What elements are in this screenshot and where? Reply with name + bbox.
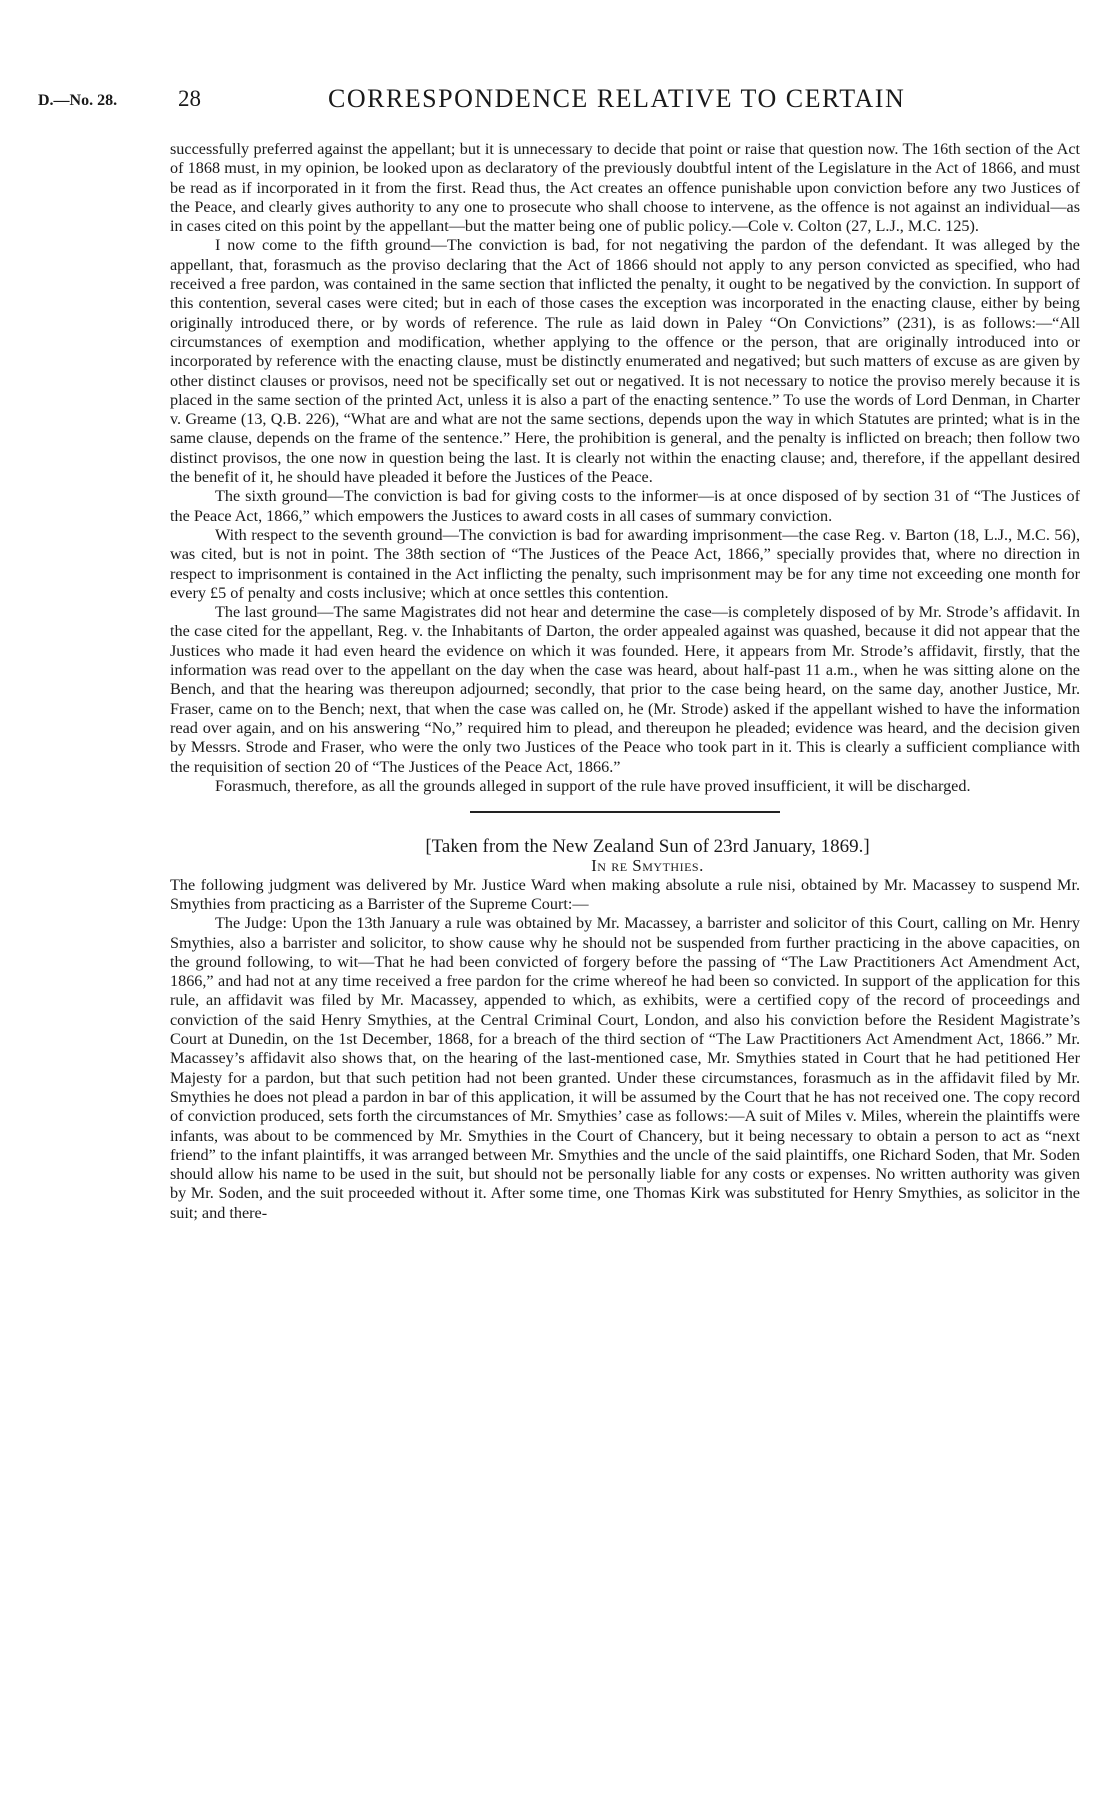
case-title: In re Smythies. [591,856,704,876]
page-header [38,84,1076,120]
paragraph: Forasmuch, therefore, as all the grounds alleged in support of the rule have proved insufficient, it will be discharged. [215,776,971,795]
document-id: D.—No. 28. [38,92,118,109]
page-number: 28 [178,86,201,111]
paragraph: The Judge: Upon the 13th January a rule was obtained by Mr. Macassey, a barrister and solicitor of this Court, calling on Mr. Henry Smythies, also a barrister and solicitor, to show cause why he should not be suspended from further practicing in the above capacities, on the ground following, to wit—That he had been convicted of forgery before the passing of “The Law Practitioners Act Amendment Act, 1866,” and had not at any time received a free pardon for the crime whereof he had been so convicted. In support of the application for this rule, an affidavit was filed by Mr. Macassey, appended to which, as exhibits, were a certified copy of the record of proceedings and conviction of the said Henry Smythies, at the Central Criminal Court, London, and also his conviction before the Resident Magistrate’s Court at Dunedin, on the 1st December, 1868, for a breach of the third section of “The Law Practitioners Act Amendment Act, 1866.” Mr. Macassey’s affidavit also shows that, on the hearing of the last-mentioned case, Mr. Smythies stated in Court that he had petitioned Her Majesty for a pardon, but that such petition had not been granted. Under these circumstances, forasmuch as in the affidavit filed by Mr. Smythies he does not plead a pardon in bar of this application, it will be assumed by the Court that he has not received one. The copy record of conviction produced, sets forth the circumstances of Mr. Smythies’ case as follows:—A suit of Miles v. Miles, wherein the plaintiffs were infants, was about to be commenced by Mr. Smythies in the Court of Chancery, but it being necessary to obtain a person to act as “next friend” to the infant plaintiffs, it was arranged between Mr. Smythies and the uncle of the said plaintiffs, one Richard Soden, that Mr. Soden should allow his name to be used in the suit, but should not be personally liable for any costs or expenses. No written authority was given by Mr. Soden, and the suit proceeded without it. After some time, one Thomas Kirk was substituted for Henry Smythies, as solicitor in the suit; and there- [170,914,1080,1222]
document-body [170,140,1080,1223]
paragraph: successfully preferred against the appellant; but it is unnecessary to decide that point or raise that question now. The 16th section of the Act of 1868 must, in my opinion, be looked upon as declaratory of the previously doubtful intent of the Legislature in the Act of 1866, and must be read as if incorporated in it from the first. Read thus, the Act creates an offence punishable upon conviction before any two Justices of the Peace, and clearly gives authority to any one to prosecute who shall choose to intervene, as the offence is not against an individual—as in cases cited on this point by the appellant—but the matter being one of public policy.—Cole v. Colton (27, L.J., M.C. 125). [170,140,1080,236]
source-line: [Taken from the New Zealand Sun of 23rd January, 1869.] [425,836,870,858]
paragraph: The last ground—The same Magistrates did not hear and determine the case—is completely disposed of by Mr. Strode’s affidavit. In the case cited for the appellant, Reg. v. the Inhabitants of Darton, the order appealed against was quashed, because it did not appear that the Justices who made it had even heard the evidence on which it was founded. Here, it appears from Mr. Strode’s affidavit, firstly, that the information was read over to the appellant on the day when the case was heard, about half-past 11 a.m., when he was sitting alone on the Bench, and that the hearing was thereupon adjourned; secondly, that prior to the case being heard, on the same day, another Justice, Mr. Fraser, came on to the Bench; next, that when the case was called on, he (Mr. Strode) asked if the appellant wished to have the information read over again, and on his answering “No,” required him to plead, and thereupon he pleaded; evidence was heard, and the decision given by Messrs. Strode and Fraser, who were the only two Justices of the Peace who took part in it. This is clearly a sufficient compliance with the requisition of section 20 of “The Justices of the Peace Act, 1866.” [170,603,1080,776]
paragraph: I now come to the fifth ground—The conviction is bad, for not negativing the pardon of the defendant. It was alleged by the appellant, that, forasmuch as the proviso declaring that the Act of 1866 should not apply to any person convicted as specified, who had received a free pardon, was contained in the same section that inflicted the penalty, it ought to be negatived by the conviction. In support of this contention, several cases were cited; but in each of those cases the exception was incorporated in the enacting clause, either by being originally introduced there, or by words of reference. The rule as laid down in Paley “On Convictions” (231), is as follows:—“All circumstances of exemption and modification, whether applying to the offence or the person, that are originally introduced into or incorporated by reference with the enacting clause, must be distinctly enumerated and negatived; but such matters of excuse as are given by other distinct clauses or provisos, need not be specifically set out or negatived. It is not necessary to notice the proviso merely because it is placed in the same section of the printed Act, unless it is also a part of the enacting sentence.” To use the words of Lord Denman, in Charter v. Greame (13, Q.B. 226), “What are and what are not the same sections, depends upon the way in which Statutes are printed; what is in the same clause, depends on the frame of the sentence.” Here, the prohibition is general, and the penalty is inflicted on breach; then follow two distinct provisos, the one now in question being the last. It is clearly not within the enacting clause; and, therefore, if the appellant desired the benefit of it, he should have pleaded it before the Justices of the Peace. [170,236,1080,487]
running-title: CORRESPONDENCE RELATIVE TO CERTAIN [328,84,906,113]
paragraph: The sixth ground—The conviction is bad for giving costs to the informer—is at once disposed of by section 31 of “The Justices of the Peace Act, 1866,” which empowers the Justices to award costs in all cases of summary conviction. [170,487,1080,525]
section-divider [470,811,780,813]
paragraph: With respect to the seventh ground—The conviction is bad for awarding imprisonment—the case Reg. v. Barton (18, L.J., M.C. 56), was cited, but is not in point. The 38th section of “The Justices of the Peace Act, 1866,” specially provides that, where no direction in respect to imprisonment is contained in the Act inflicting the penalty, such imprisonment may be for any time not exceeding one month for every £5 of penalty and costs inclusive; which at once settles this contention. [170,525,1080,602]
paragraph: The following judgment was delivered by Mr. Justice Ward when making absolute a rule nisi, obtained by Mr. Macassey to suspend Mr. Smythies from practicing as a Barrister of the Supreme Court:— [170,875,1080,913]
